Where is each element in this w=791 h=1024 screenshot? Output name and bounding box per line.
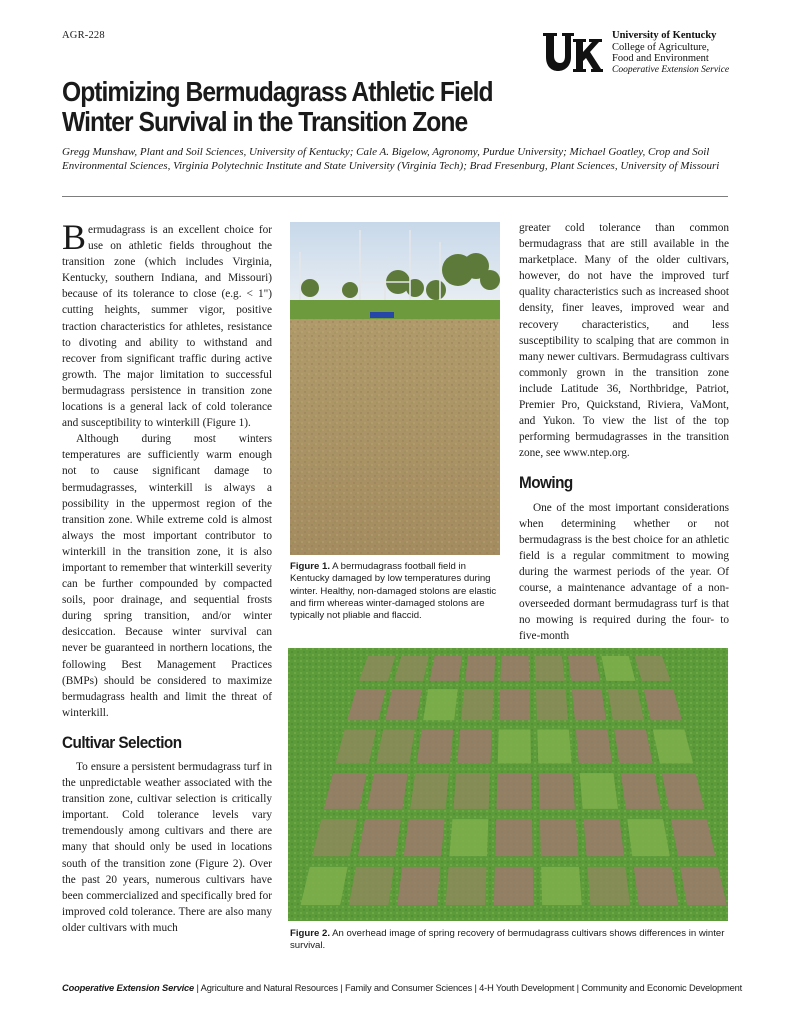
mowing-paragraph-1: One of the most important considerations when determining whether or not bermudagrass is the best choice for an athletic field is a regular commitment to mowing during the warmest periods of the year. Of course, a maintenance advantage of a non-overseeded dormant bermudagrass turf is that no mowing is required during the four- to five-month (519, 501, 729, 643)
figure-2-caption-text: An overhead image of spring recovery of bermudagrass cultivars shows differences in winter survival. (290, 928, 725, 952)
cultivar-paragraph-1: To ensure a persistent bermudagrass turf in the unpredictable weather associated with the transition zone, cultivar selection is critically important. Cold tolerance levels vary tremendously among cultivars and there are many that should only be used in locations south of the transition zone (Figure 2). Over the past 20 years, numerous cultivars have been commercialized and specifically bred for improved cold tolerance. There are also many older cultivars with much (62, 761, 272, 934)
university-name-block (612, 30, 729, 76)
turf-plot (568, 656, 600, 681)
university-name: University of Kentucky (612, 30, 717, 41)
figure-1-label: Figure 1. (290, 561, 330, 572)
extension-service-name: Cooperative Extension Service (612, 64, 730, 75)
turf-plot (540, 819, 579, 856)
footer-bar (62, 983, 742, 993)
cultivar-paragraph-2: greater cold tolerance than common bermudagrass that are still available in the marketplace. Many of the older cultivars, however, do not have the improved turf quality characteristics such as increased shoot density, finer leaves, improved wear and recovery characteristics, and less susceptibility to scalping that are common in many newer cultivars. Bermudagrass cultivars commonly grown in the transition zone include Latitude 36, Northbridge, Patriot, Premier Pro, Quickstand, Riviera, VaMont, and Yukon. To view the list of the top performing bermudagrasses in the transition zone, see www.ntep.org. (519, 222, 729, 460)
turf-plot (410, 773, 449, 809)
turf-plot (367, 773, 408, 809)
turf-plot (576, 729, 612, 763)
cultivar-plots-aerial-photo (288, 648, 728, 921)
turf-plot (446, 867, 487, 905)
turf-plot (457, 729, 492, 763)
turf-plot (627, 819, 670, 856)
heading-cultivar-selection: Cultivar Selection (62, 732, 182, 752)
title-line-1: Optimizing Bermudagrass Athletic Field (62, 76, 493, 107)
figure-2-label: Figure 2. (290, 928, 330, 939)
turf-plot (587, 867, 630, 905)
turf-plot (537, 729, 571, 763)
document-title (62, 77, 520, 137)
turf-plot (614, 729, 652, 763)
turf-plot (465, 656, 495, 681)
turf-plot (541, 867, 582, 905)
header-divider (62, 196, 728, 197)
author-list: Gregg Munshaw, Plant and Soil Sciences, University of Kentucky; Cale A. Bigelow, Agronomy, Purdue University; Michael Goatley, Crop and Soil Environmental Sciences, Virginia Polytechnic Institute and State University (Virginia Tech); Brad Fresenburg, Plant Sciences, University of Missouri (62, 146, 720, 172)
intro-paragraph-1-text: ermudagrass is an excellent choice for use on athletic fields throughout the transition zone (which includes Virginia, Kentucky, southern Indiana, and Missouri) because of its tolerance to close (e.g. < 1") cutting heights, summer vigor, positive traction characteristics for athletes, resistance to divoting and ability to withstand and recover from significant traffic during active growth. The major limitation to successful bermudagrass persistence in transition zone locations is a general lack of cold tolerance and susceptibility to winterkill (Figure 1). (62, 224, 272, 430)
footer-program-areas: | Agriculture and Natural Resources | Family and Consumer Sciences | 4-H Youth Development | Community and Economic Development (194, 983, 743, 993)
turf-plot (536, 689, 568, 720)
turf-plot (499, 689, 530, 720)
turf-plot (580, 773, 618, 809)
figure-2-caption (290, 928, 728, 953)
turf-plot (358, 819, 401, 856)
turf-plot (453, 773, 490, 809)
turf-plot (494, 867, 534, 905)
uk-logo (543, 31, 603, 77)
right-column (519, 220, 729, 644)
drop-cap: B (62, 217, 87, 257)
heading-mowing: Mowing (519, 473, 573, 493)
turf-plot (423, 689, 458, 720)
turf-plot (500, 656, 529, 681)
turf-plot (498, 729, 531, 763)
turf-plot (634, 867, 679, 905)
turf-plot (397, 867, 440, 905)
figure-2-photo (288, 648, 728, 921)
figure-1-caption (290, 561, 500, 622)
turf-plot (430, 656, 462, 681)
turf-plot (584, 819, 625, 856)
turf-plot (349, 867, 394, 905)
turf-plot (496, 773, 531, 809)
document-id: AGR-228 (62, 30, 105, 41)
intro-paragraph-1 (62, 217, 272, 431)
turf-plot (572, 689, 606, 720)
turf-plot (417, 729, 454, 763)
turf-plot (404, 819, 445, 856)
college-name-line2: Food and Environment (612, 53, 709, 64)
turf-plot (535, 656, 565, 681)
football-field-photo (290, 222, 500, 555)
college-name-line1: College of Agriculture, (612, 41, 710, 53)
turf-plot (621, 773, 661, 809)
footer-org: Cooperative Extension Service (62, 983, 195, 993)
turf-plot (449, 819, 488, 856)
title-line-2: Winter Survival in the Transition Zone (62, 106, 468, 137)
turf-plot (539, 773, 575, 809)
figure-1-photo (290, 222, 500, 555)
intro-paragraph-2: Although during most winters temperatures are sufficiently warm enough not to cause significant damage to bermudagrasses, winterkill is always a possibility in the uppermost region of the transition zone. While extreme cold is almost always the most important contributor to winterkill in the transition zone, it is also important to remember that winterkill severity can be further compounded by compacted soils, poor drainage, and sequential frosts during spring transition, and/or winter desiccation. Because winter survival can never be guaranteed in northern locations, the following Best Management Practices (BMPs) should be considered to maximize bermudagrass health and limit the threat of winterkill. (62, 433, 272, 719)
turf-plot (495, 819, 532, 856)
figure-1-caption-text: A bermudagrass football field in Kentucky damaged by low temperatures during winter. Healthy, non-damaged stolons are elastic and firm whereas winter-damaged stolons are typically not pliable and flaccid. (290, 561, 497, 622)
left-column (62, 217, 272, 936)
turf-plot (461, 689, 493, 720)
